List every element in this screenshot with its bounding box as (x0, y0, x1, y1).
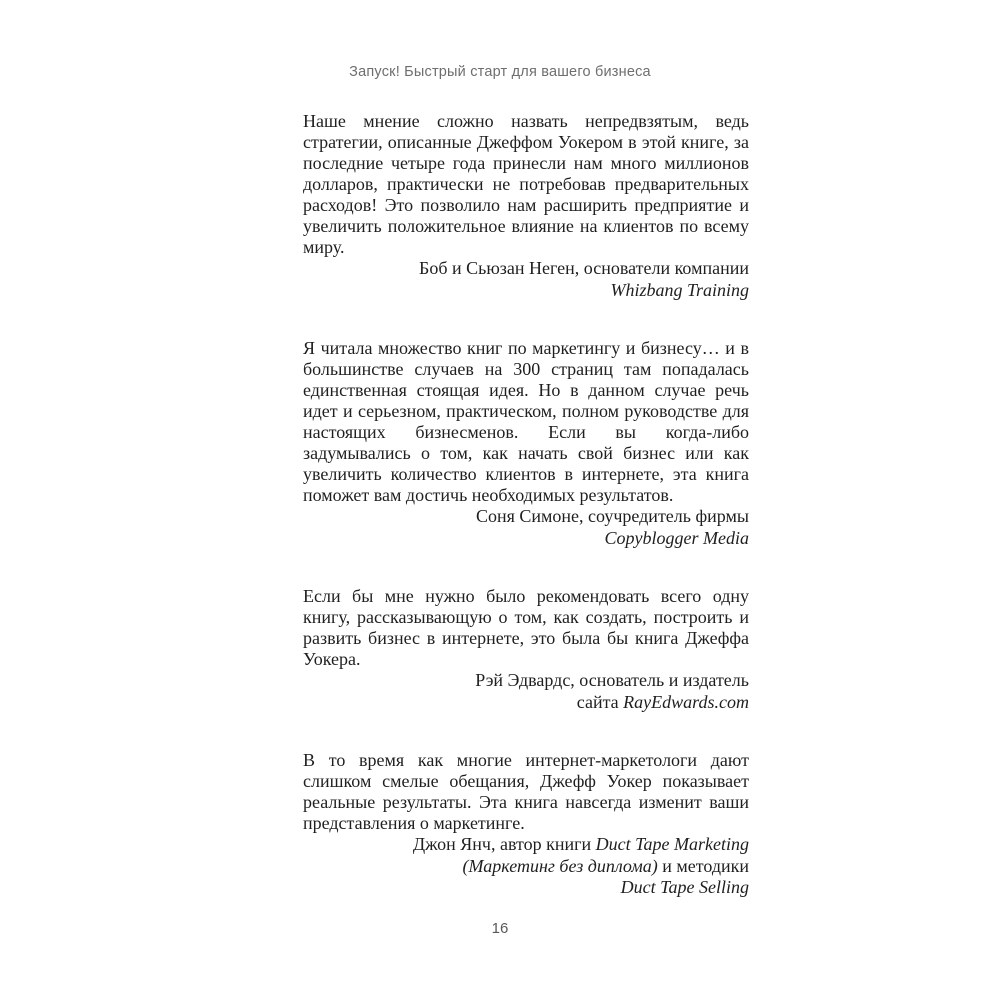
testimonial-paragraph: Я читала множество книг по маркетингу и бизнесу… и в большинстве случаев на 300 страниц там попадалась единственная стоящая идея. Но в данном случае речь идет и серьезном, практическом, полном руководстве для настоящих бизнесменов. Если вы когда-либо задумывались о том, как начать свой бизнес или как увеличить количество клиентов в интернете, эта книга поможет вам достичь необходимых результатов. (303, 338, 749, 505)
attribution (303, 670, 749, 713)
attribution-line: (Маркетинг без диплома) и методики (462, 855, 749, 876)
attribution-line: Боб и Сьюзан Неген, основатели компании (418, 258, 749, 278)
attribution (303, 506, 749, 549)
testimonial-paragraph: Наше мнение сложно назвать непредвзятым, ведь стратегии, описанные Джеффом Уокером в этой книге, за последние четыре года принесли нам много миллионов долларов, практически не потребовав предварительных расходов! Это позволило нам расширить предприятие и увеличить положительное влияние на клиентов по всему миру. (303, 111, 749, 257)
page-number: 16 (491, 920, 509, 937)
testimonial-paragraph: Если бы мне нужно было рекомендовать всего одну книгу, рассказывающую о том, как создать, построить и развить бизнес в интернете, это была бы книга Джеффа Уокера. (303, 586, 749, 669)
testimonial-block (303, 586, 749, 713)
attribution (303, 834, 749, 899)
testimonials (303, 111, 749, 936)
attribution-line: Джон Янч, автор книги Duct Tape Marketing (412, 834, 749, 854)
testimonial-paragraph: В то время как многие интернет-маркетологи дают слишком смелые обещания, Джефф Уокер показывает реальные результаты. Эта книга навсегда изменит ваши представления о маркетинге. (303, 750, 749, 833)
attribution-line: Copyblogger Media (604, 527, 749, 548)
attribution-line: сайта RayEdwards.com (576, 691, 749, 712)
testimonial-block (303, 750, 749, 899)
testimonial-block (303, 338, 749, 549)
attribution-line: Рэй Эдвардс, основатель и издатель (475, 670, 749, 690)
testimonial-block (303, 111, 749, 301)
attribution (303, 258, 749, 301)
attribution-line: Соня Симоне, соучредитель фирмы (475, 506, 749, 526)
attribution-line: Whizbang Training (610, 279, 749, 300)
attribution-line: Duct Tape Selling (620, 877, 749, 897)
running-header: Запуск! Быстрый старт для вашего бизнеса (349, 64, 651, 80)
